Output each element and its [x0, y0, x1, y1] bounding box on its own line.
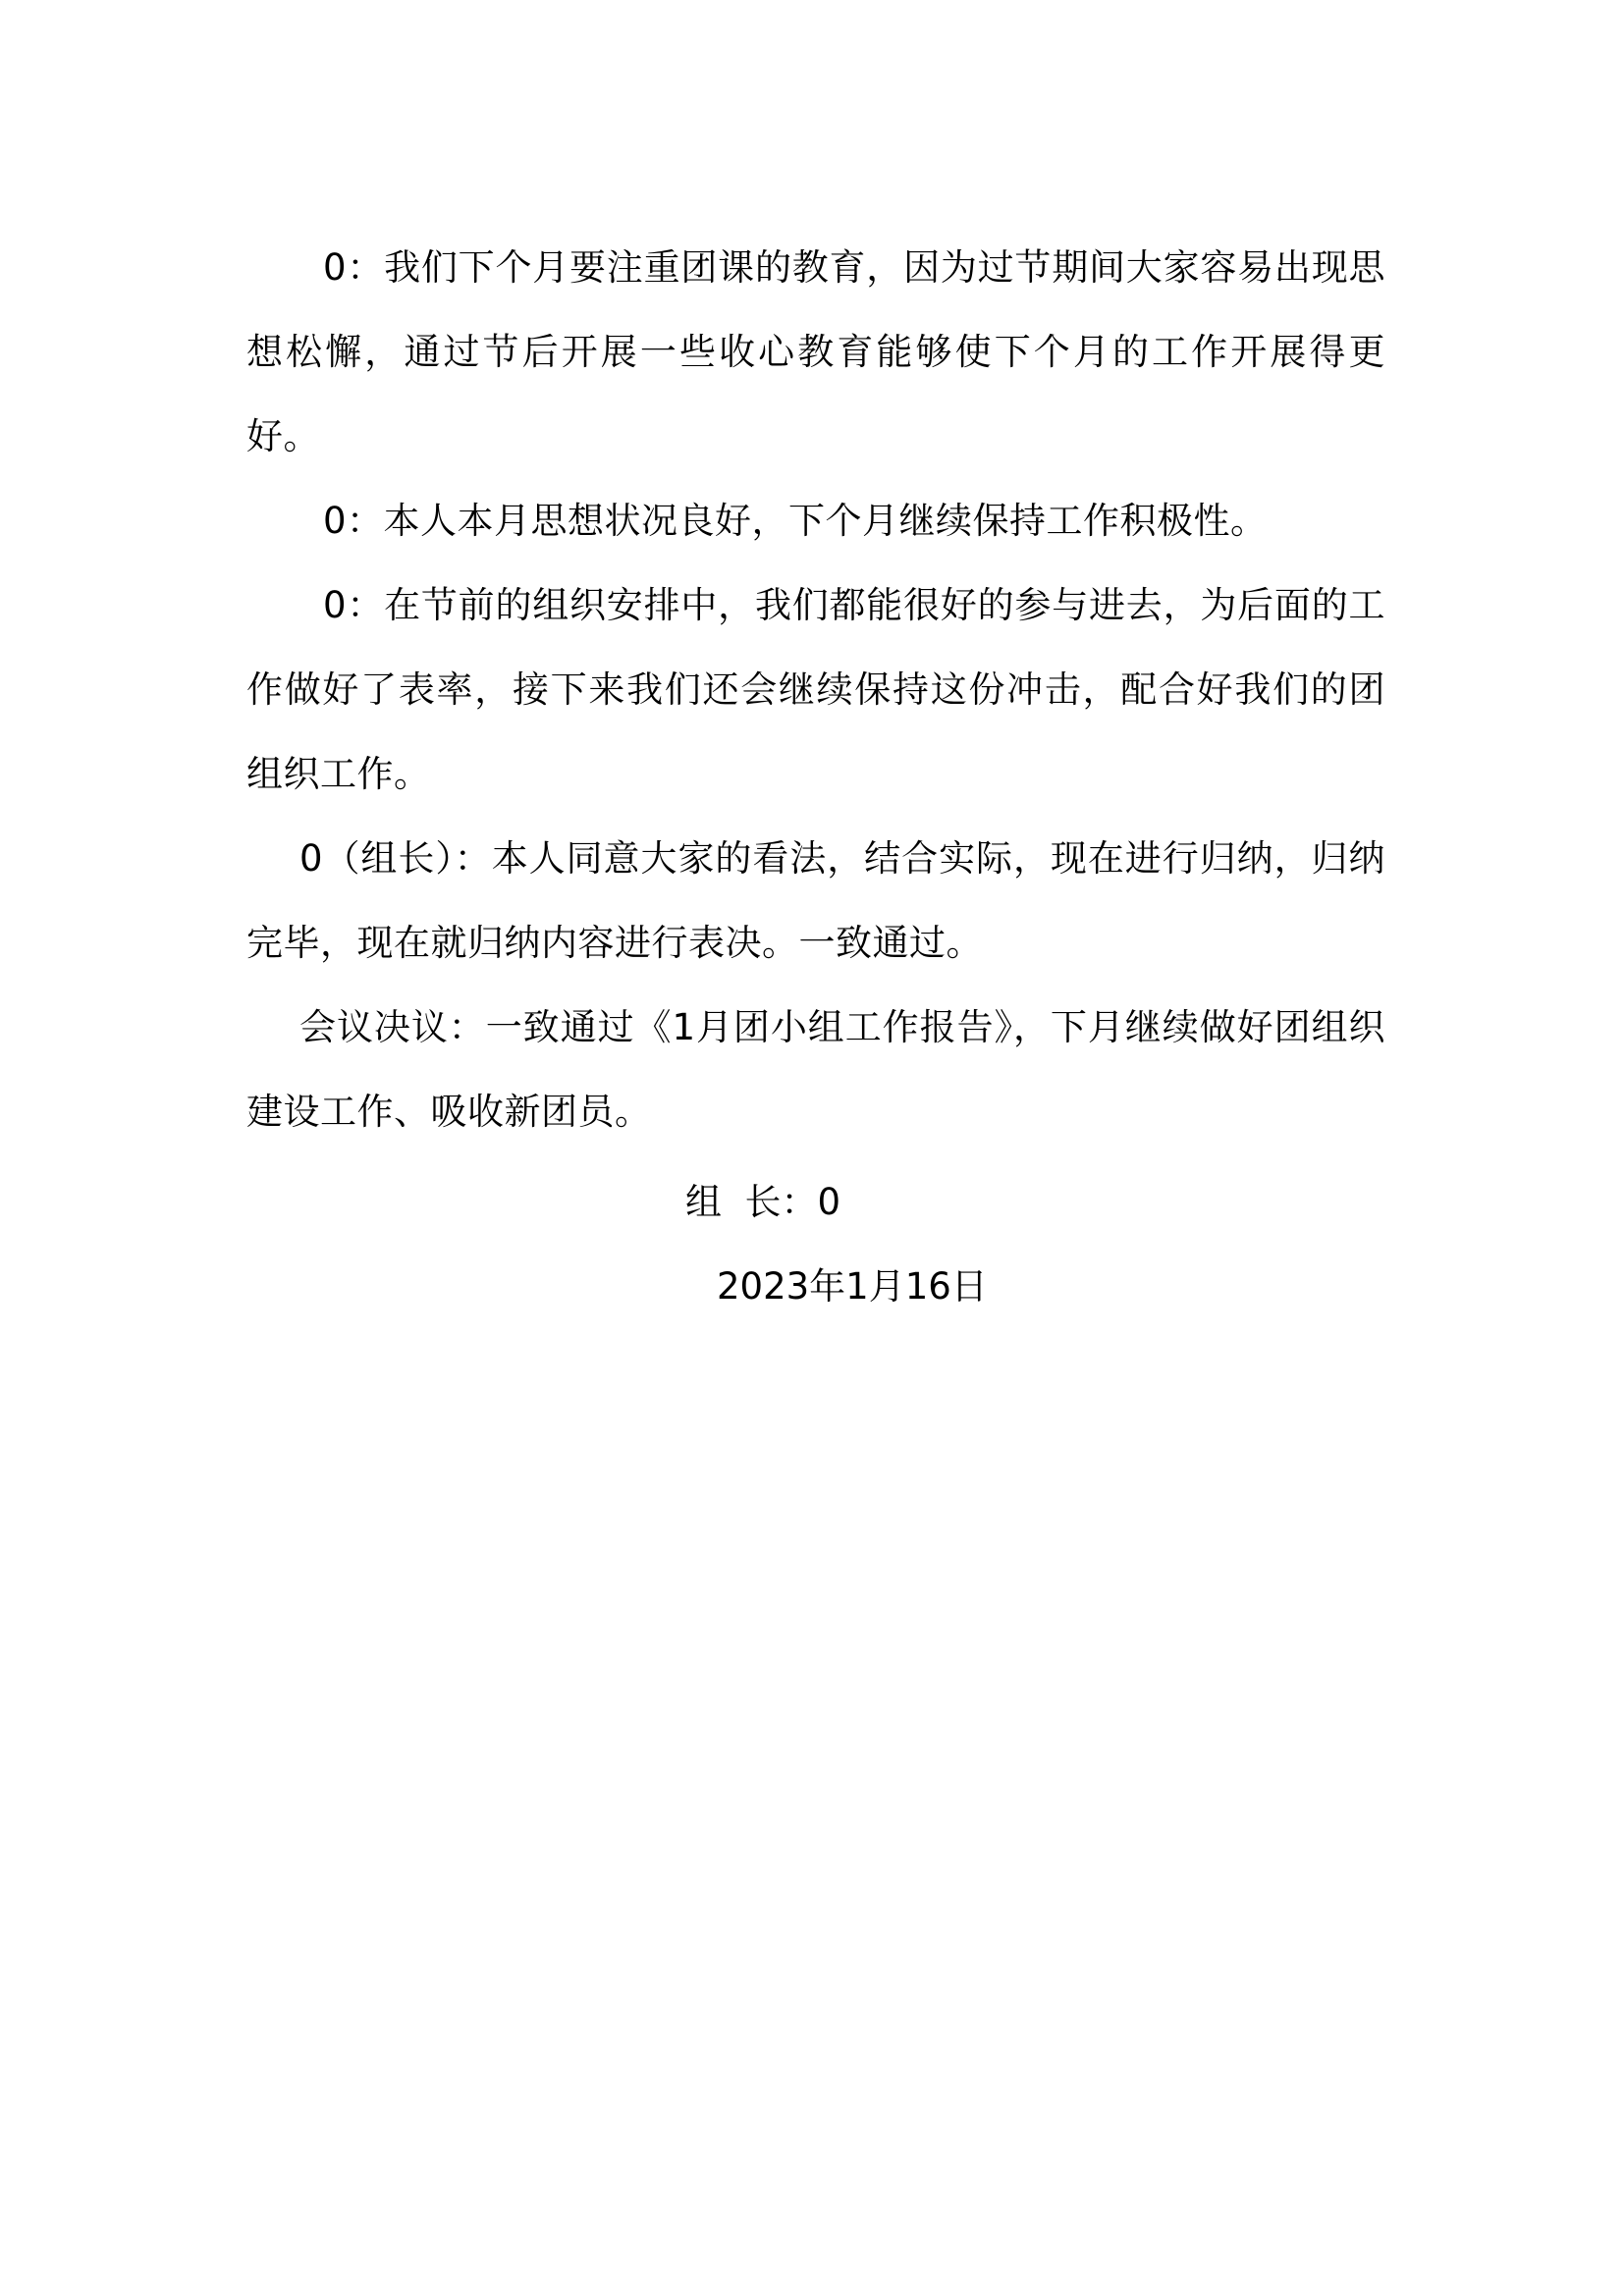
paragraph-pre-holiday-arrangement: 0：在节前的组织安排中，我们都能很好的参与进去，为后面的工作做好了表率，接下来我们还会继续保持这份冲击，配合好我们的团组织工作。 — [246, 584, 1385, 795]
signature-date: 2023年1月16日 — [717, 1265, 988, 1308]
signature-leader: 组 长：0 — [685, 1181, 841, 1223]
document-body — [246, 226, 1385, 1154]
paragraph-leader-summary: 0（组长）：本人同意大家的看法，结合实际，现在进行归纳，归纳完毕，现在就归纳内容进行表决。一致通过。 — [246, 837, 1385, 964]
paragraph-thinking-status: 0：本人本月思想状况良好，下个月继续保持工作积极性。 — [323, 500, 1268, 542]
paragraph-meeting-resolution: 会议决议：一致通过《1月团小组工作报告》，下月继续做好团组织建设工作、吸收新团员。 — [246, 1006, 1385, 1133]
paragraph-tuanke-education: 0：我们下个月要注重团课的教育，因为过节期间大家容易出现思想松懈，通过节后开展一些收心教育能够使下个月的工作开展得更好。 — [246, 246, 1385, 457]
